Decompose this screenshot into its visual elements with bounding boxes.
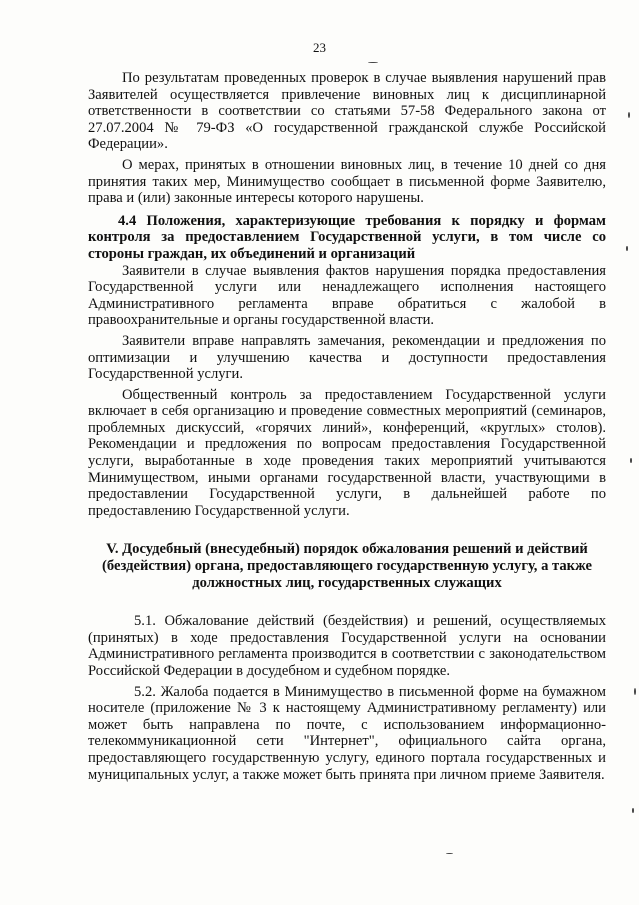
- heading-4-4: 4.4 Положения, характеризующие требования к порядку и формам контроля за предоставлением Государственной услуги, в том числе со стороны граждан, их объединений и организаций: [88, 212, 606, 262]
- scan-speck: [628, 112, 630, 118]
- paragraph-disciplinary: По результатам проведенных проверок в случае выявления нарушений прав Заявителей осуществляется привлечение виновных лиц к дисциплинарной ответственности в соответствии со статьями 57-58 Федерального закона от 27.07.2004 № 79-ФЗ «О государственной гражданской службе Российской Федерации».: [88, 70, 606, 153]
- paragraph-measures: О мерах, принятых в отношении виновных лиц, в течение 10 дней со дня принятия таких мер, Минимущество сообщает в письменной форме Заявителю, права и (или) законные интересы которого нарушены.: [88, 156, 606, 207]
- paragraph-complaint-rights: Заявители в случае выявления фактов нарушения порядка предоставления Государственной услуги или ненадлежащего исполнения настоящего Административного регламента вправе обратиться с жалобой в правоохранительные и органы государственной власти.: [88, 262, 606, 329]
- paragraph-recommendations: Заявители вправе направлять замечания, рекомендации и предложения по оптимизации и улучшению качества и доступности предоставления Государственной услуги.: [88, 332, 606, 383]
- scan-speck: [630, 458, 632, 463]
- scan-speck: [634, 688, 636, 695]
- document-body: [88, 70, 606, 783]
- page-number: 23: [313, 40, 326, 55]
- section-v-heading: V. Досудебный (внесудебный) порядок обжалования решений и действий (бездействия) органа, предоставляющего государственную услугу, а также должностных лиц, государственных служащих: [102, 541, 592, 591]
- paragraph-5-1: 5.1. Обжалование действий (бездействия) и решений, осуществляемых (принятых) в ходе предоставления Государственной услуги на основании Административного регламента производится в соответствии с законодательством Российской Федерации в досудебном и судебном порядке.: [88, 613, 606, 679]
- paragraph-public-control: Общественный контроль за предоставлением Государственной услуги включает в себя организацию и проведение совместных мероприятий (семинаров, проблемных дискуссий, «горячих линий», конференций, «круглых» столов). Рекомендации и предложения по вопросам предоставления Государственной услуги, выработанные в ходе проведения таких мероприятий учитываются Минимуществом, иными органами государственной власти, участвующими в предоставлении Государственной услуги, в дальнейшей работе по предоставлению Государственной услуги.: [88, 386, 606, 519]
- scan-speck: [632, 808, 634, 813]
- scan-speck: [626, 246, 628, 251]
- paragraph-5-2: 5.2. Жалоба подается в Минимущество в письменной форме на бумажном носителе (приложение № 3 к настоящему Административному регламенту) или может быть направлена по почте, с использованием информационно-телекоммуникационной сети "Интернет", официального сайта органа, предоставляющего государственную услугу, единого портала государственных и муниципальных услуг, а также может быть принята при личном приеме Заявителя.: [88, 683, 606, 783]
- scan-speck: [368, 62, 378, 63]
- scan-speck: [446, 853, 453, 854]
